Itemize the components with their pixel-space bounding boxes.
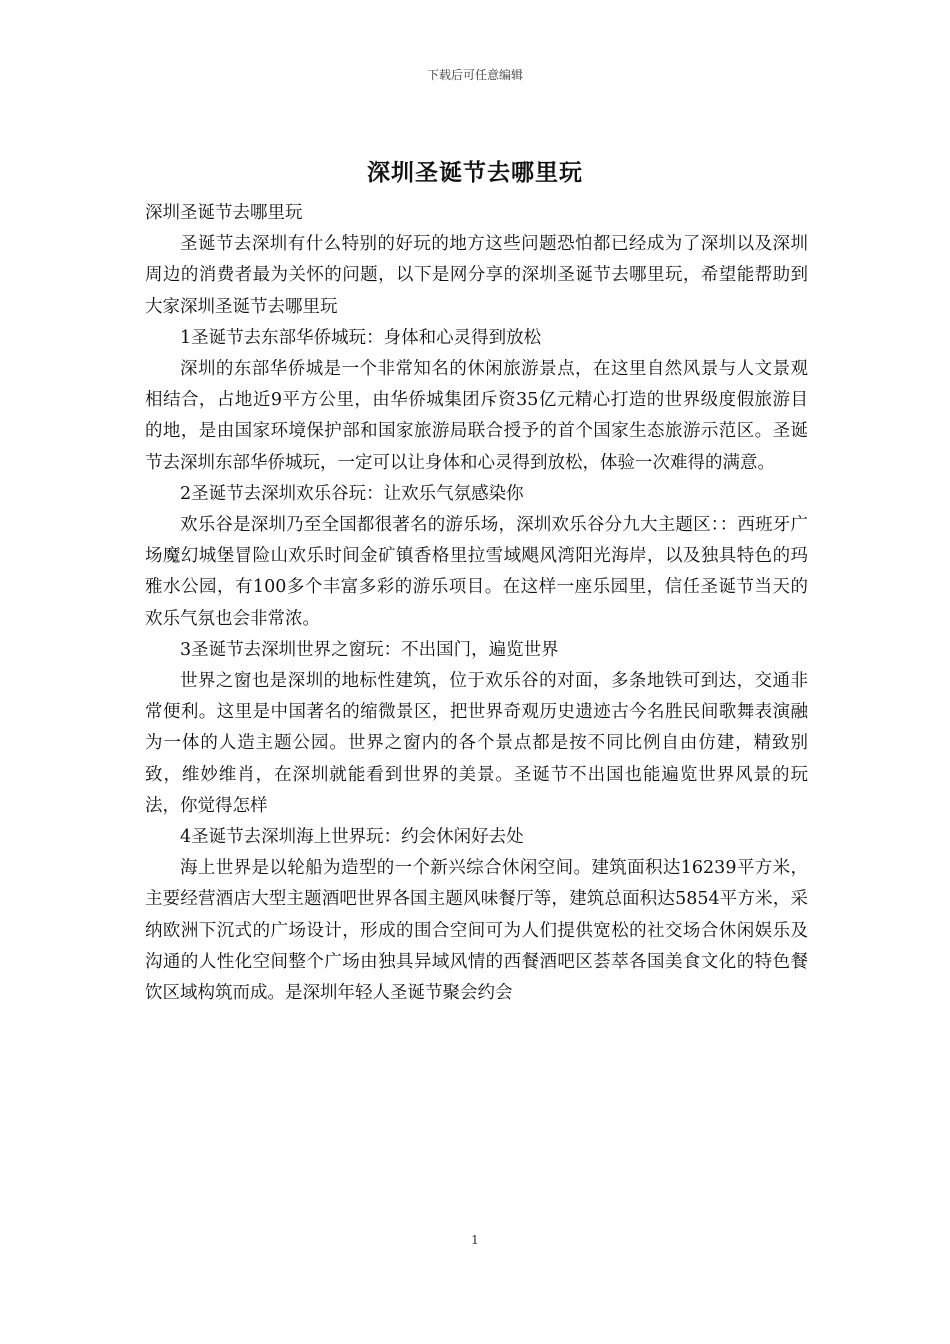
document-title: 深圳圣诞节去哪里玩: [367, 160, 583, 186]
section-heading: 1圣诞节去东部华侨城玩：身体和心灵得到放松: [180, 327, 542, 348]
paragraph: 深圳的东部华侨城是一个非常知名的休闲旅游景点，在这里自然风景与人文景观相结合，占地近9平方公里，由华侨城集团斥资35亿元精心打造的世界级度假旅游目的地，是由国家环境保护部和国家旅游局联合授予的首个国家生态旅游示范区。圣诞节去深圳东部华侨城玩，一定可以让身体和心灵得到放松，体验一次难得的满意。: [145, 359, 808, 473]
page-number: 1: [471, 1233, 479, 1247]
section-heading: 2圣诞节去深圳欢乐谷玩：让欢乐气氛感染你: [180, 483, 524, 504]
section-heading: 4圣诞节去深圳海上世界玩：约会休闲好去处: [180, 827, 524, 848]
paragraph: 圣诞节去深圳有什么特别的好玩的地方这些问题恐怕都已经成为了深圳以及深圳周边的消费者最为关怀的问题，以下是网分享的深圳圣诞节去哪里玩，希望能帮助到大家深圳圣诞节去哪里玩: [145, 234, 808, 317]
section-heading: 3圣诞节去深圳世界之窗玩：不出国门，遍览世界: [180, 639, 559, 660]
paragraph: 世界之窗也是深圳的地标性建筑，位于欢乐谷的对面，多条地铁可到达，交通非常便利。这里是中国著名的缩微景区，把世界奇观历史遗迹古今名胜民间歌舞表演融为一体的人造主题公园。世界之窗内的各个景点都是按不同比例自由仿建，精致别致，维妙维肖，在深圳就能看到世界的美景。圣诞节不出国也能遍览世界风景的玩法，你觉得怎样: [145, 671, 808, 816]
paragraph: 海上世界是以轮船为造型的一个新兴综合休闲空间。建筑面积达16239平方米，主要经营酒店大型主题酒吧世界各国主题风味餐厅等，建筑总面积达5854平方米，采纳欧洲下沉式的广场设计，形成的围合空间可为人们提供宽松的社交场合休闲娱乐及沟通的人性化空间整个广场由独具异域风情的西餐酒吧区荟萃各国美食文化的特色餐饮区域构筑而成。是深圳年轻人圣诞节聚会约会: [145, 858, 808, 1004]
paragraph: 深圳圣诞节去哪里玩: [145, 203, 303, 223]
paragraph: 欢乐谷是深圳乃至全国都很著名的游乐场，深圳欢乐谷分九大主题区：：西班牙广场魔幻城堡冒险山欢乐时间金矿镇香格里拉雪域飓风湾阳光海岸，以及独具特色的玛雅水公园，有100多个丰富多彩的游乐项目。在这样一座乐园里，信任圣诞节当天的欢乐气氛也会非常浓。: [145, 515, 808, 629]
header-note: 下载后可任意编辑: [426, 68, 523, 82]
document-body: [145, 198, 808, 1009]
